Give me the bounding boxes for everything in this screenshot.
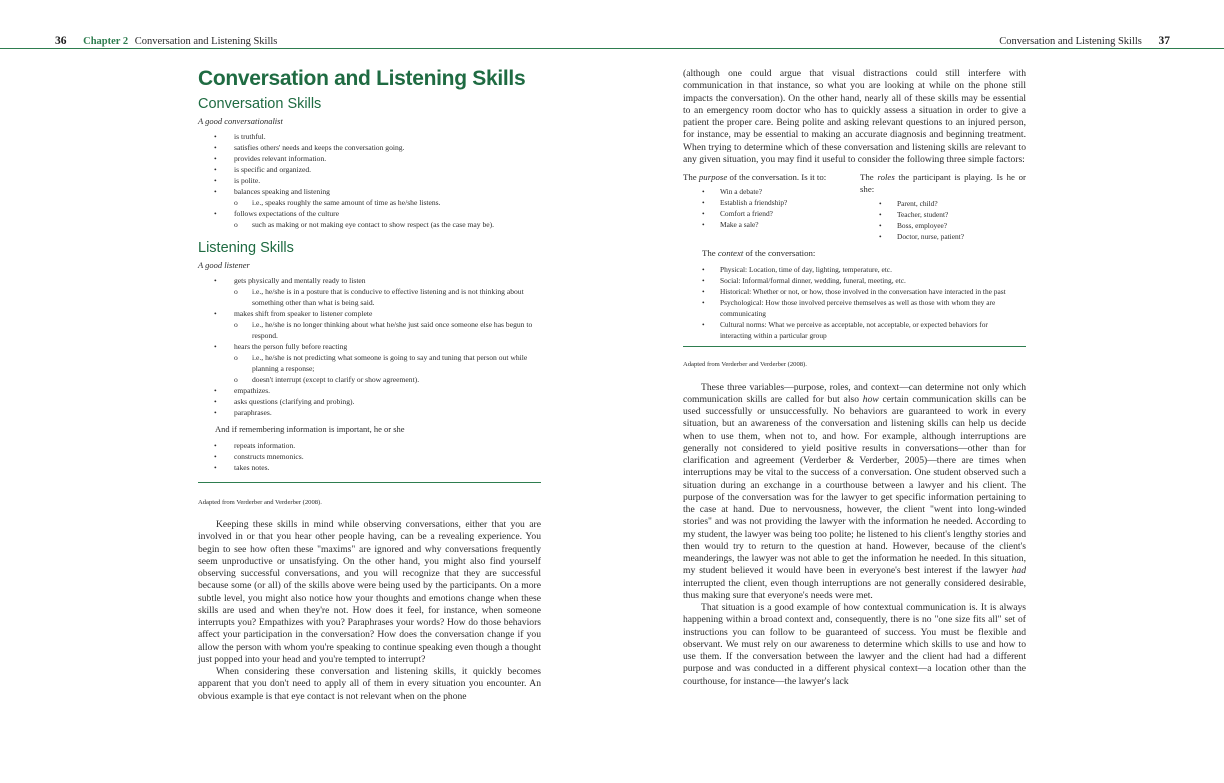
list-item: • Teacher, student? [860,209,1026,220]
list-item: • paraphrases. [198,407,541,418]
sub-list-item: o i.e., he/she is not predicting what someone is going to say and tuning that person out while planning a response; [198,352,541,374]
list-item: • Cultural norms: What we perceive as acceptable, not acceptable, or expected behaviors for interacting within a particular group [683,319,1008,341]
sub-list [198,197,541,208]
left-page-column [198,66,541,703]
right-header [999,35,1170,48]
roles-label: The roles the participant is playing. Is he or she: [860,172,1026,194]
listening-skills-heading: Listening Skills [198,240,294,256]
source-note: Adapted from Verderber and Verderber (2008). [198,499,322,506]
left-running-title: Conversation and Listening Skills [134,36,278,47]
list-item: • Physical: Location, time of day, lighting, temperature, etc. [683,264,1008,275]
body-paragraph: Keeping these skills in mind while observing conversations, either that you are involved in or that you hear other people having, can be a revealing experience. You begin to see how often these "maxims" are ignored and why conversations frequently seem unproductive or unsatisfying. On the other hand, you might also find yourself observing successful conversations, and you will recognize that they are successful because some (or all) of the skills above were being used by the participants. On a more subtle level, you might also notice how your thoughts and emotions change when these skills are used and when they're not. How does it feel, for instance, when someone interrupts you? Empathizes with you? Paraphrases your words? How do those behaviors affect your participation in the conversation? How does the conversation change if you allow the person with whom you're speaking to continue speaking even though a thought just popped into your head and you're tempted to interrupt? [198,519,541,665]
body-paragraph: (although one could argue that visual distractions could still interfere with communication in that instance, so what you are looking at while on the phone still impacts the conversation). On the other hand, nearly all of these skills may be essential to an emergency room doctor who has to quickly assess a situation in order to give a patient the proper care. Being polite and asking relevant questions to an injured person, for instance, may be essential to making an accurate diagnosis and beginning treatment. When trying to determine which of these conversation and listening skills are relevant to any given situation, you may find it useful to consider the following three simple factors: [683,68,1026,165]
list-item: • is specific and organized. [198,164,541,175]
list-item: • Make a sale? [683,219,853,230]
sub-list-item: o such as making or not making eye contact to show respect (as the case may be). [198,219,541,230]
sub-list [198,319,541,341]
left-header [55,35,277,48]
body-paragraph: When considering these conversation and listening skills, it quickly becomes apparent that you don't need to apply all of them in every situation you encounter. An obvious example is that eye contact is not relevant when on the phone [198,666,541,702]
list-item: • asks questions (clarifying and probing). [198,396,541,407]
box-divider [198,482,541,483]
list-item: • constructs mnemonics. [198,451,541,462]
body-paragraph: That situation is a good example of how contextual communication is. It is always happening within a broad context and, consequently, there is no "one size fits all" set of instructions you can follow to be guaranteed of success. You must be flexible and observant. We must rely on our awareness to determine which skills to use and how to use them. If the conversation between the lawyer and the client had had a different purpose and was conducted in a different physical context—a location other than the courthouse, for instance—the lawyer's lack [683,602,1026,687]
conversation-skills-list-cont [198,208,541,219]
conversationalist-lead: A good conversationalist [198,116,283,126]
list-item: • hears the person fully before reacting [198,341,541,352]
list-item: • is truthful. [198,131,541,142]
listening-skills-list [198,341,541,352]
list-item: • Parent, child? [860,198,1026,209]
listener-lead: A good listener [198,260,250,270]
list-item: • follows expectations of the culture [198,208,541,219]
list-item: • Comfort a friend? [683,208,853,219]
list-item: • repeats information. [198,440,541,451]
list-item: • Psychological: How those involved perceive themselves as well as those with whom they are communicating [683,297,1008,319]
box-divider [683,346,1026,347]
list-item: • Social: Informal/formal dinner, wedding, funeral, meeting, etc. [683,275,1008,286]
sub-list-item: o i.e., he/she is in a posture that is conducive to effective listening and is not thinking about something other than what is being said. [198,286,541,308]
purpose-label: The purpose of the conversation. Is it to: [683,172,827,182]
list-item: • is polite. [198,175,541,186]
list-item: • Historical: Whether or not, or how, those involved in the conversation have interacted in the past [683,286,1008,297]
listening-skills-list [198,275,541,286]
roles-list [860,198,1026,242]
list-item: • Doctor, nurse, patient? [860,231,1026,242]
purpose-list [683,186,853,230]
chapter-label: Chapter 2 [83,36,129,47]
list-item: • makes shift from speaker to listener complete [198,308,541,319]
list-item: • takes notes. [198,462,541,473]
list-item: • gets physically and mentally ready to listen [198,275,541,286]
conversation-skills-list [198,131,541,197]
context-list [683,264,1026,341]
sub-list [198,286,541,308]
right-page-column [683,68,1026,688]
body-paragraph: These three variables—purpose, roles, and context—can determine not only which communication skills are called for but also how certain communication skills can be used successfully or unsuccessfully. No behaviors are guaranteed to work in every situation, but an awareness of the conversation and listening skills can help us decide when to use them, when not to, and how. For example, although interruptions are generally not considered to yield positive results in conversations—other than for clarification and agreement (Verderber & Verderber, 2005)—there are times when interruptions may be vital to the success of a conversation. One student observed such a situation during an exchange in a courthouse between a lawyer and his client. The purpose of the conversation was for the lawyer to get specific information pertaining to the case at hand. Due to nervousness, however, the client "went into long-winded stories" and was not providing the lawyer with the information he needed. According to my student, the lawyer was being too polite; he listened to his client's lengthy stories and then would try to return to the question at hand. However, because of the client's meanderings, the lawyer was not able to get the information he needed. In this situation, my student believed it would have been in everyone's best interest if the lawyer had interrupted the client, even though interruptions are not generally considered desirable, thus making sure that everyone's needs were met. [683,381,1026,601]
left-page-number: 36 [55,35,67,47]
factors-box [683,172,1026,248]
list-item: • Win a debate? [683,186,853,197]
list-item: • Establish a friendship? [683,197,853,208]
right-running-title: Conversation and Listening Skills [999,36,1142,47]
listening-skills-list [198,308,541,319]
conversation-skills-heading: Conversation Skills [198,96,322,112]
sub-list [198,352,541,385]
list-item: • Boss, employee? [860,220,1026,231]
list-item: • empathizes. [198,385,541,396]
right-page-number: 37 [1158,35,1170,47]
context-label: The context of the conversation: [702,248,816,258]
list-item: • balances speaking and listening [198,186,541,197]
listening-skills-list [198,385,541,418]
sub-list-item: o i.e., speaks roughly the same amount of time as he/she listens. [198,197,541,208]
roles-block [860,172,1026,242]
sub-list-item: o doesn't interrupt (except to clarify or show agreement). [198,374,541,385]
source-note: Adapted from Verderber and Verderber (2008). [683,360,807,368]
list-item: • provides relevant information. [198,153,541,164]
sub-list-item: o i.e., he/she is no longer thinking about what he/she just said once someone else has begun to respond. [198,319,541,341]
remembering-list [198,440,541,473]
purpose-block [683,172,853,230]
sub-list [198,219,541,230]
remembering-lead: And if remembering information is important, he or she [215,424,405,434]
list-item: • satisfies others' needs and keeps the conversation going. [198,142,541,153]
page-title: Conversation and Listening Skills [198,67,526,90]
